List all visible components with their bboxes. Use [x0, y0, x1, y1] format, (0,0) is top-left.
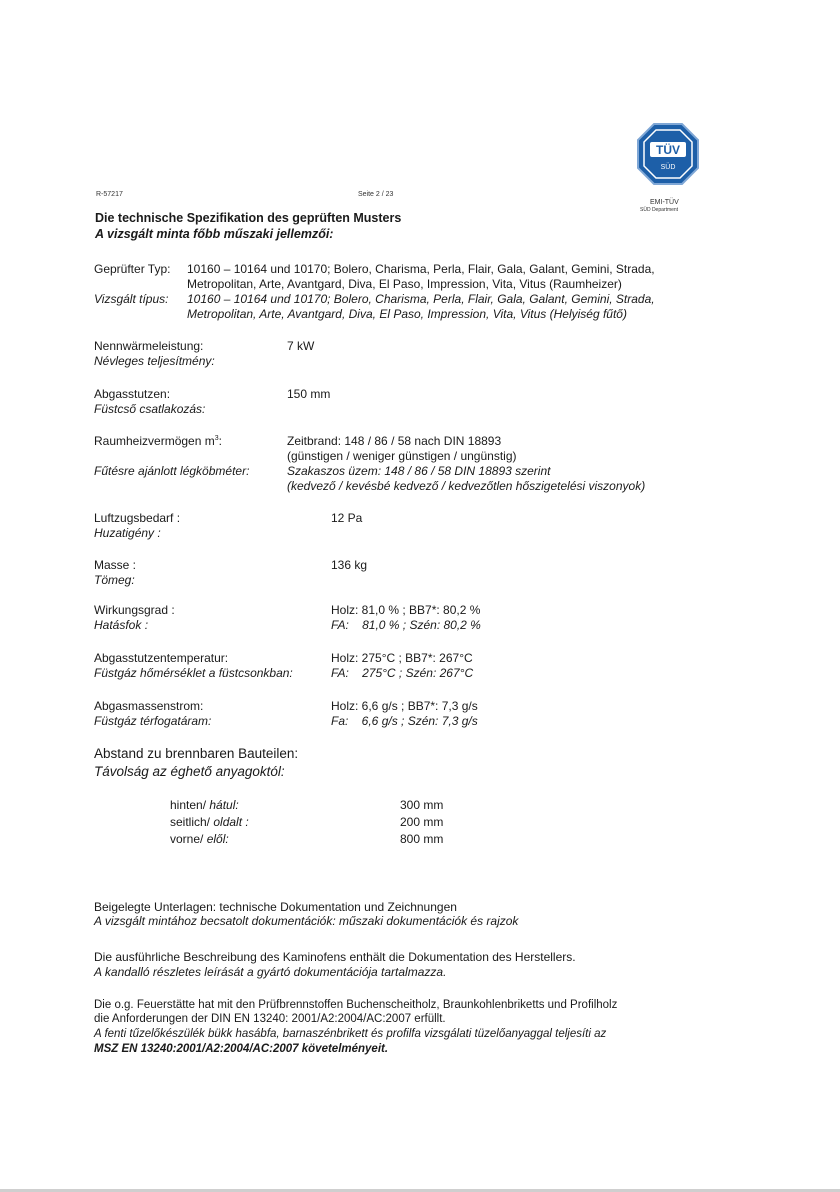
eff-label-de: Wirkungsgrad :: [94, 603, 175, 617]
docs-text-hu: A vizsgált mintához becsatolt dokumentációk: műszaki dokumentációk és rajzok: [94, 914, 519, 928]
mass-value: 136 kg: [331, 558, 368, 572]
temp-value-de: Holz: 275°C ; BB7*: 267°C: [331, 651, 473, 665]
massflow-value-hu: Fa: 6,6 g/s ; Szén: 7,3 g/s: [331, 714, 478, 728]
room-value-hu-2: (kedvező / kevésbé kedvező / kedvezőtlen hőszigetelési viszonyok): [287, 479, 646, 493]
draft-label-hu: Huzatigény :: [94, 526, 161, 540]
logo-caption-sub: SÜD Department: [640, 207, 679, 213]
draft-label-de: Luftzugsbedarf :: [94, 511, 181, 525]
room-label-hu: Fűtésre ajánlott légköbméter:: [94, 464, 250, 478]
mass-label-de: Masse :: [94, 558, 137, 572]
type-value-de-2: Metropolitan, Arte, Avantgard, Diva, El Paso, Impression, Vita, Vitus (Raumheizer): [187, 277, 622, 291]
distance-row-value: 200 mm: [400, 815, 444, 829]
type-label-de: Geprüfter Typ:: [94, 262, 171, 276]
room-value-de-2: (günstigen / weniger günstigen / ungünstig): [287, 449, 517, 463]
type-value-hu-1: 10160 – 10164 und 10170; Bolero, Charisma, Perla, Flair, Gala, Galant, Gemini, Strada,: [187, 292, 655, 306]
massflow-label-hu: Füstgáz térfogatáram:: [94, 714, 212, 728]
compliance-text-de-1: Die o.g. Feuerstätte hat mit den Prüfbrennstoffen Buchenscheitholz, Braunkohlenbriketts und Profilholz: [94, 999, 618, 1011]
svg-text:TÜV: TÜV: [656, 143, 680, 157]
description-text-de: Die ausführliche Beschreibung des Kaminofens enthält die Dokumentation des Herstellers.: [94, 950, 576, 964]
compliance-text-hu-1: A fenti tűzelőkészülék bükk hasábfa, barnaszénbrikett és profilfa vizsgálati tüzelőanyaggal teljesíti az: [94, 1028, 607, 1040]
distance-row-value: 800 mm: [400, 832, 444, 846]
svg-text:SÜD: SÜD: [660, 164, 676, 171]
flue-label-hu: Füstcső csatlakozás:: [94, 402, 206, 416]
room-value-hu-1: Szakaszos üzem: 148 / 86 / 58 DIN 18893 szerint: [287, 464, 551, 478]
distance-title-de: Abstand zu brennbaren Bauteilen:: [94, 746, 299, 761]
room-label-de: Raumheizvermögen $m^3$:: [94, 434, 222, 448]
draft-value: 12 Pa: [331, 511, 363, 525]
type-label-hu: Vizsgált típus:: [94, 292, 169, 306]
power-label-hu: Névleges teljesítmény:: [94, 354, 215, 368]
eff-value-hu: FA: 81,0 % ; Szén: 80,2 %: [331, 618, 481, 632]
power-label-de: Nennwärmeleistung:: [94, 339, 204, 353]
massflow-label-de: Abgasmassenstrom:: [94, 699, 204, 713]
compliance-text-de-2: die Anforderungen der DIN EN 13240: 2001/A2:2004/AC:2007 erfüllt.: [94, 1013, 446, 1025]
temp-label-hu: Füstgáz hőmérséklet a füstcsonkban:: [94, 666, 293, 680]
temp-label-de: Abgasstutzentemperatur:: [94, 651, 229, 665]
distance-row-label: vorne/ elől:: [170, 832, 229, 846]
docs-text-de: Beigelegte Unterlagen: technische Dokumentation und Zeichnungen: [94, 900, 457, 914]
title-hu: A vizsgált minta főbb műszaki jellemzői:: [95, 227, 334, 241]
eff-label-hu: Hatásfok :: [94, 618, 149, 632]
tuv-logo: [636, 122, 700, 196]
room-value-de-1: Zeitbrand: 148 / 86 / 58 nach DIN 18893: [287, 434, 502, 448]
distance-title-hu: Távolság az éghető anyagoktól:: [94, 764, 285, 779]
logo-caption: EMI-TÜV: [650, 199, 679, 206]
type-value-de-1: 10160 – 10164 und 10170; Bolero, Charisma, Perla, Flair, Gala, Galant, Gemini, Strada,: [187, 262, 655, 276]
power-value: 7 kW: [287, 339, 315, 353]
flue-label-de: Abgasstutzen:: [94, 387, 171, 401]
distance-row-label: hinten/ hátul:: [170, 798, 239, 812]
compliance-text-hu-2: MSZ EN 13240:2001/A2:2004/AC:2007 követelményeit.: [94, 1043, 389, 1055]
distance-row-label: seitlich/ oldalt :: [170, 815, 249, 829]
title-de: Die technische Spezifikation des geprüften Musters: [95, 211, 402, 225]
distance-row-value: 300 mm: [400, 798, 444, 812]
massflow-value-de: Holz: 6,6 g/s ; BB7*: 7,3 g/s: [331, 699, 478, 713]
page-number: Seite 2 / 23: [358, 191, 394, 198]
temp-value-hu: FA: 275°C ; Szén: 267°C: [331, 666, 474, 680]
flue-value: 150 mm: [287, 387, 331, 401]
description-text-hu: A kandalló részletes leírását a gyártó dokumentációja tartalmazza.: [94, 965, 447, 979]
doc-number: R-57217: [96, 191, 123, 198]
type-value-hu-2: Metropolitan, Arte, Avantgard, Diva, El Paso, Impression, Vita, Vitus (Helyiség fűtő): [187, 307, 627, 321]
eff-value-de: Holz: 81,0 % ; BB7*: 80,2 %: [331, 603, 481, 617]
mass-label-hu: Tömeg:: [94, 573, 135, 587]
